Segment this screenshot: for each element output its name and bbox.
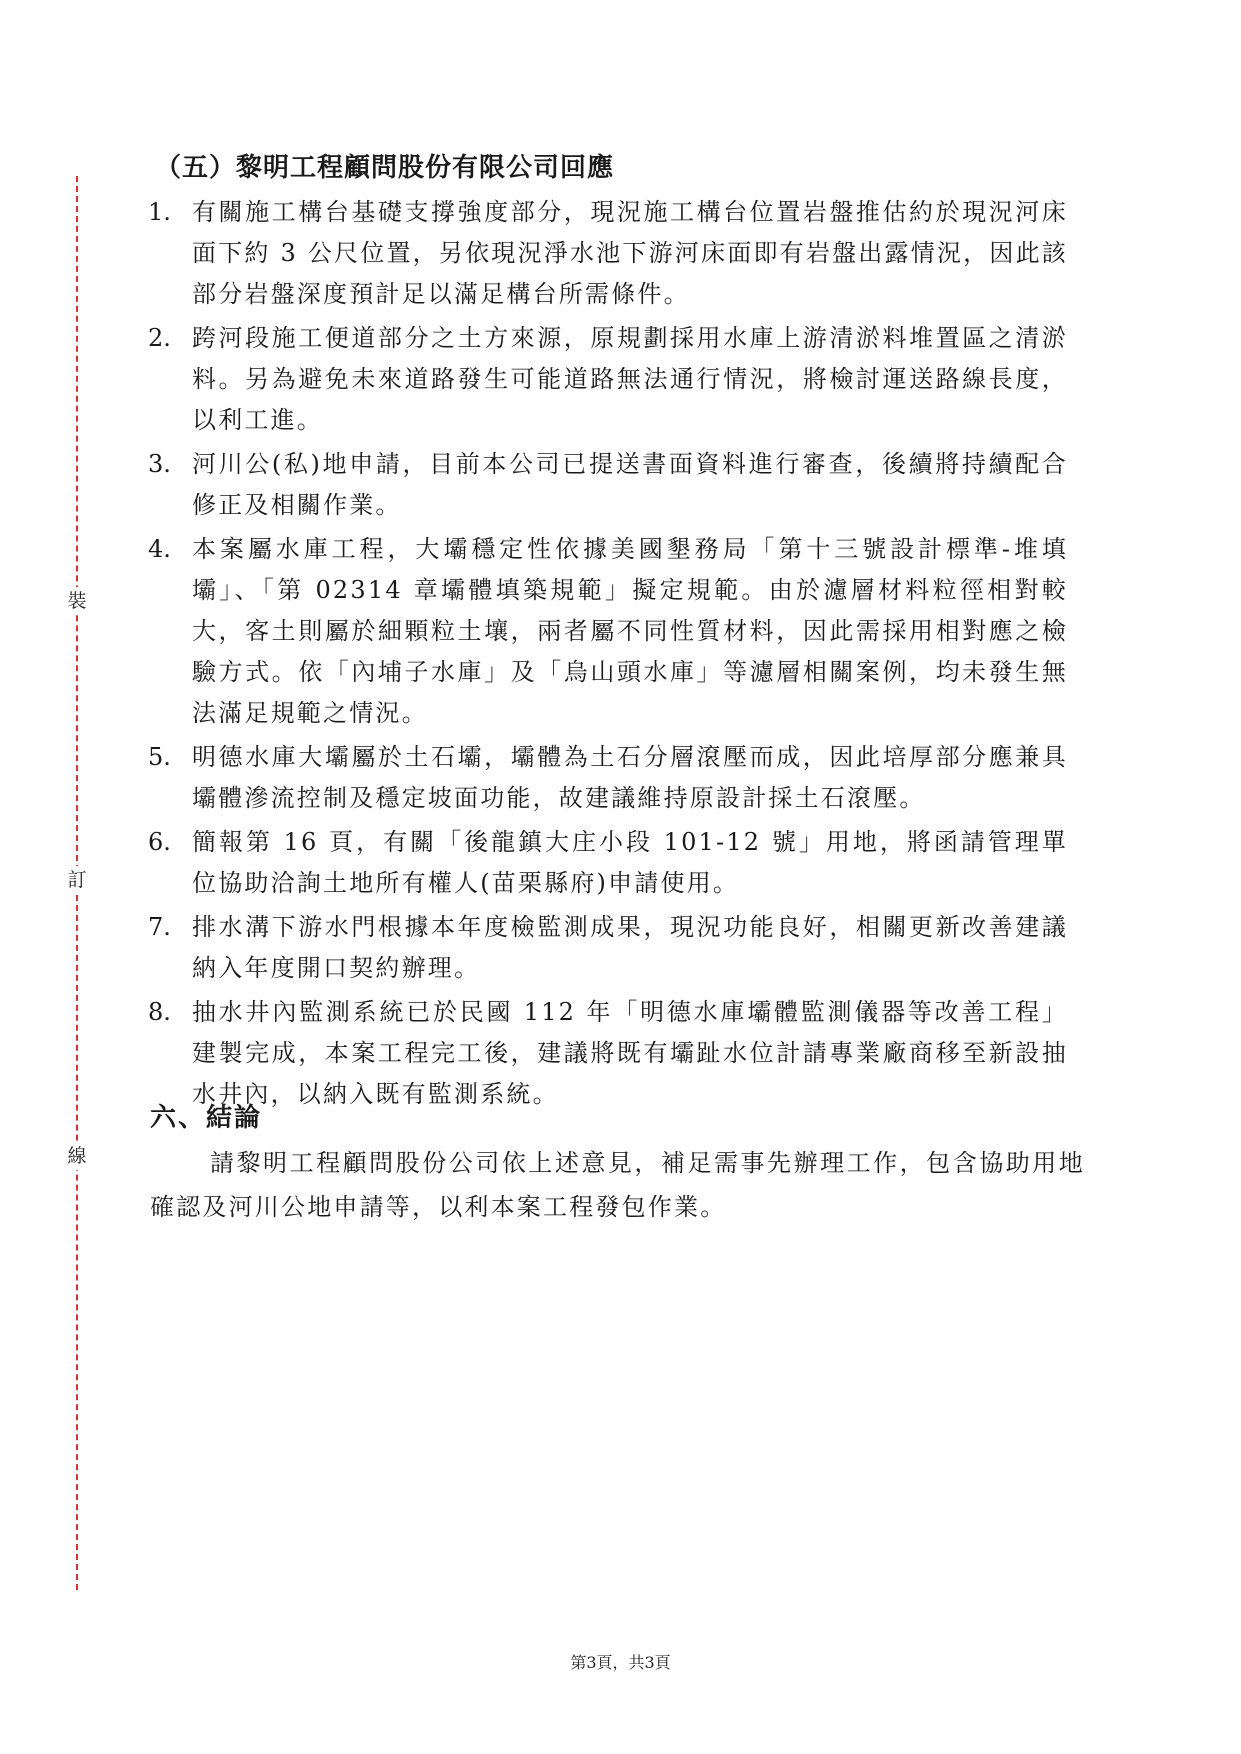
list-item [148, 907, 1068, 989]
item-text: 簡報第 16 頁，有關「後龍鎮大庄小段 101-12 號」用地，將函請管理單位協助洽詢土地所有權人(苗栗縣府)申請使用。 [192, 828, 1068, 897]
item-number: 8. [148, 998, 171, 1026]
list-item [148, 192, 1068, 315]
list-item [148, 318, 1068, 441]
list-item [148, 444, 1068, 526]
binding-mark-zhuang: 裝 [63, 587, 91, 615]
item-text: 河川公(私)地申請，目前本公司已提送書面資料進行審查，後續將持續配合修正及相關作業。 [192, 450, 1068, 519]
page-number: 第3頁，共3頁 [570, 1653, 671, 1672]
section-heading: （五）黎明工程顧問股份有限公司回應 [155, 153, 615, 183]
binding-mark-xian: 線 [63, 1142, 91, 1170]
item-text: 明德水庫大壩屬於土石壩，壩體為土石分層滾壓而成，因此培厚部分應兼具壩體滲流控制及穩定坡面功能，故建議維持原設計採土石滾壓。 [192, 743, 1068, 812]
item-number: 4. [148, 535, 171, 563]
binding-mark-ding: 訂 [63, 866, 91, 894]
item-text: 抽水井內監測系統已於民國 112 年「明德水庫壩體監測儀器等改善工程」建製完成，本案工程完工後，建議將既有壩趾水位計請專業廠商移至新設抽水井內，以納入既有監測系統。 [192, 998, 1068, 1108]
item-text: 本案屬水庫工程，大壩穩定性依據美國墾務局「第十三號設計標準-堆填壩」、「第 02314 章壩體填築規範」擬定規範。由於濾層材料粒徑相對較大，客土則屬於細顆粒土壤，兩者屬不同性質材料，因此需採用相對應之檢驗方式。依「內埔子水庫」及「烏山頭水庫」等濾層相關案例，均未發生無法滿足規範之情況。 [192, 535, 1068, 727]
item-text: 排水溝下游水門根據本年度檢監測成果，現況功能良好，相關更新改善建議納入年度開口契約辦理。 [192, 913, 1068, 982]
item-number: 6. [148, 828, 171, 856]
conclusion-paragraph: 請黎明工程顧問股份公司依上述意見，補足需事先辦理工作，包含協助用地確認及河川公地申請等，以利本案工程發包作業。 [150, 1149, 1085, 1221]
item-number: 7. [148, 913, 171, 941]
conclusion-heading: 六、結論 [150, 1103, 263, 1133]
item-number: 3. [148, 450, 171, 478]
list-item [148, 992, 1068, 1115]
list-item [148, 737, 1068, 819]
item-text: 有關施工構台基礎支撐強度部分，現況施工構台位置岩盤推估約於現況河床面下約 3 公尺位置，另依現況淨水池下游河床面即有岩盤出露情況，因此該部分岩盤深度預計足以滿足構台所需條件。 [192, 198, 1068, 308]
item-number: 2. [148, 324, 171, 352]
reply-list [148, 192, 1068, 1118]
list-item [148, 529, 1068, 734]
list-item [148, 822, 1068, 904]
item-text: 跨河段施工便道部分之土方來源，原規劃採用水庫上游清淤料堆置區之清淤料。另為避免未來道路發生可能道路無法通行情況，將檢討運送路線長度，以利工進。 [192, 324, 1068, 434]
item-number: 1. [148, 198, 171, 226]
item-number: 5. [148, 743, 171, 771]
